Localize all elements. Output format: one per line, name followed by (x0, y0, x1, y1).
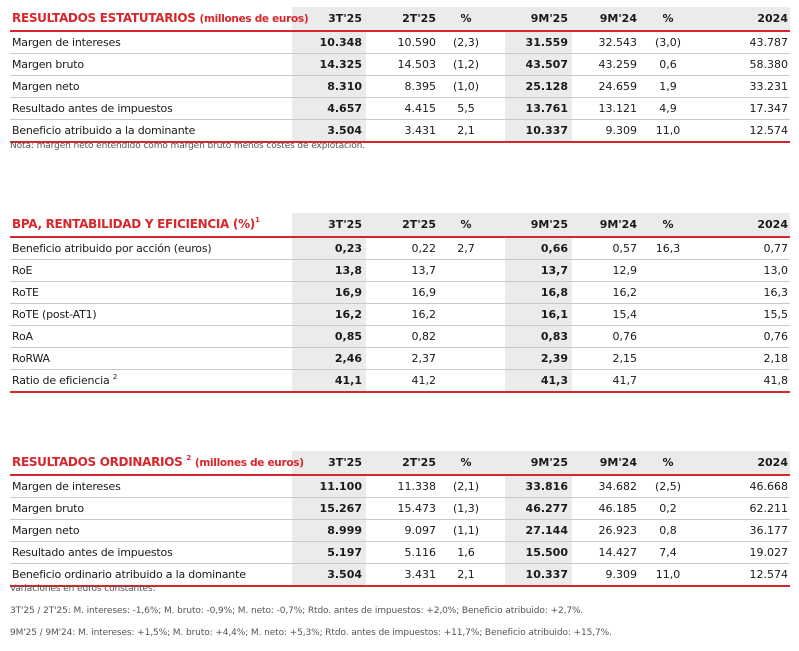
cell-value: 13,0 (763, 264, 788, 277)
cell-value: (1,0) (452, 80, 480, 93)
cell-value: 5.116 (404, 546, 436, 559)
cell-value: 16,1 (540, 308, 568, 321)
cell-value: 16,3 (763, 286, 788, 299)
cell-value: (3,0) (654, 36, 682, 49)
cell-value: 2,1 (457, 124, 475, 137)
cell-value: 46.668 (749, 480, 788, 493)
cell-value: 13,7 (411, 264, 436, 277)
column-header: % (460, 218, 472, 231)
table-row (10, 282, 790, 304)
cell-value: 41,8 (763, 374, 788, 387)
cell-value: 5.197 (327, 546, 362, 559)
cell-value (642, 326, 694, 347)
cell-value: 13.121 (598, 102, 637, 115)
row-label: Ratio de eficiencia $^2$ (12, 373, 118, 387)
table-row (10, 54, 790, 76)
cell-value: 62.211 (749, 502, 788, 515)
row-label: Margen de intereses (12, 36, 121, 49)
cell-value: 43.507 (525, 58, 568, 71)
cell-value: 4,9 (659, 102, 677, 115)
cell-value: 12.574 (749, 124, 788, 137)
cell-value: 11,0 (655, 568, 681, 581)
statutory-results-table (10, 7, 790, 143)
row-label: RoTE (12, 286, 39, 299)
cell-value: 41,3 (540, 374, 568, 387)
row-label: RoA (12, 330, 33, 343)
cell-value: (1,2) (452, 58, 480, 71)
cell-value: 4.657 (327, 102, 362, 115)
ordinary-results-table (10, 451, 790, 587)
column-header: % (460, 12, 472, 25)
cell-value: 34.682 (598, 480, 637, 493)
table-row (10, 542, 790, 564)
column-header: 3T'25 (328, 456, 362, 469)
column-header: 2024 (757, 12, 788, 25)
cell-value: 0,8 (659, 524, 677, 537)
column-header: 9M'24 (599, 218, 637, 231)
cell-value: 9.309 (605, 124, 637, 137)
cell-value: 26.923 (598, 524, 637, 537)
cell-value: 16,2 (334, 308, 362, 321)
cell-value: 43.259 (598, 58, 637, 71)
cell-value: 14.503 (397, 58, 436, 71)
row-label: RoRWA (12, 352, 50, 365)
cell-value: 10.348 (319, 36, 362, 49)
column-header: 2T'25 (402, 218, 436, 231)
cell-value: 41,1 (334, 374, 362, 387)
cell-value (642, 282, 694, 303)
column-header: 2024 (757, 218, 788, 231)
cell-value: 8.310 (327, 80, 362, 93)
footnote: Nota: margen neto entendido como margen bruto menos costes de explotación. (10, 141, 366, 151)
bpa-profitability-table (10, 213, 790, 393)
cell-value: 9.097 (404, 524, 436, 537)
row-label: Resultado antes de impuestos (12, 546, 173, 559)
cell-value: 5,5 (457, 102, 475, 115)
cell-value: 17.347 (749, 102, 788, 115)
cell-value: 10.337 (525, 568, 568, 581)
cell-value: 0,82 (411, 330, 436, 343)
cell-value: 0,76 (612, 330, 637, 343)
cell-value: 16,9 (334, 286, 362, 299)
row-label: RoTE (post-AT1) (12, 308, 97, 321)
cell-value: 14.325 (319, 58, 362, 71)
column-header: 3T'25 (328, 218, 362, 231)
cell-value (440, 260, 492, 281)
table-row (10, 260, 790, 282)
row-label: Beneficio atribuido por acción (euros) (12, 242, 212, 255)
cell-value: 25.128 (525, 80, 568, 93)
column-header: % (460, 456, 472, 469)
cell-value: 2,1 (457, 568, 475, 581)
column-header: 2T'25 (402, 12, 436, 25)
cell-value: (2,1) (452, 480, 480, 493)
table-row (10, 326, 790, 348)
cell-value: 8.395 (404, 80, 436, 93)
cell-value (642, 348, 694, 369)
cell-value: 12.574 (749, 568, 788, 581)
cell-value: 58.380 (749, 58, 788, 71)
cell-value: 2,37 (411, 352, 436, 365)
cell-value: 13,8 (334, 264, 362, 277)
cell-value: 32.543 (598, 36, 637, 49)
cell-value: 0,6 (659, 58, 677, 71)
column-header: 3T'25 (328, 12, 362, 25)
cell-value: 15.473 (397, 502, 436, 515)
table-header-row (10, 213, 790, 238)
table-title: RESULTADOS ORDINARIOS $^2$ (millones de euros) (12, 454, 304, 469)
cell-value: 7,4 (659, 546, 677, 559)
cell-value: (1,3) (452, 502, 480, 515)
cell-value: 11.338 (397, 480, 436, 493)
cell-value: 0,57 (612, 242, 637, 255)
table-row (10, 120, 790, 143)
cell-value (440, 326, 492, 347)
cell-value: 16,3 (655, 242, 681, 255)
cell-value: 2,46 (334, 352, 362, 365)
cell-value: 1,9 (659, 80, 677, 93)
row-label: Margen bruto (12, 502, 84, 515)
table-header-row (10, 451, 790, 476)
cell-value: 14.427 (598, 546, 637, 559)
cell-value: 41,7 (612, 374, 637, 387)
cell-value: (1,1) (452, 524, 480, 537)
cell-value: 46.277 (525, 502, 568, 515)
cell-value: 3.431 (404, 124, 436, 137)
cell-value: 0,23 (334, 242, 362, 255)
table-row (10, 304, 790, 326)
table-row (10, 370, 790, 393)
table-row (10, 348, 790, 370)
cell-value: 15.267 (319, 502, 362, 515)
table-row (10, 98, 790, 120)
table-row (10, 238, 790, 260)
cell-value: (2,3) (452, 36, 480, 49)
cell-value (440, 370, 492, 391)
column-header: 9M'24 (599, 12, 637, 25)
cell-value: 0,85 (334, 330, 362, 343)
row-label: Margen de intereses (12, 480, 121, 493)
column-header: % (662, 456, 674, 469)
column-header: 9M'25 (530, 218, 568, 231)
row-label: Resultado antes de impuestos (12, 102, 173, 115)
cell-value (440, 282, 492, 303)
cell-value: 12,9 (612, 264, 637, 277)
cell-value: 16,2 (411, 308, 436, 321)
cell-value (440, 304, 492, 325)
cell-value: 11.100 (319, 480, 362, 493)
cell-value: 16,2 (612, 286, 637, 299)
table-title: BPA, RENTABILIDAD Y EFICIENCIA (%)$^1$ (12, 216, 260, 231)
row-label: Beneficio atribuido a la dominante (12, 124, 196, 137)
cell-value: 19.027 (749, 546, 788, 559)
table-header-row (10, 7, 790, 32)
cell-value: 36.177 (749, 524, 788, 537)
cell-value: 0,22 (411, 242, 436, 255)
cell-value: (2,5) (654, 480, 682, 493)
table-row (10, 520, 790, 542)
cell-value: 3.504 (327, 124, 362, 137)
cell-value: 41,2 (411, 374, 436, 387)
cell-value: 33.231 (749, 80, 788, 93)
footnote: 3T'25 / 2T'25: M. intereses: -1,6%; M. bruto: -0,9%; M. neto: -0,7%; Rtdo. antes de impuestos: +2,0%; Beneficio atribuido: +2,7%. (10, 606, 584, 616)
cell-value: 43.787 (749, 36, 788, 49)
cell-value: 15,4 (612, 308, 637, 321)
footnote: 9M'25 / 9M'24: M. intereses: +1,5%; M. bruto: +4,4%; M. neto: +5,3%; Rtdo. antes de impuestos: +11,7%; Beneficio atribuido: +15,7%. (10, 628, 612, 638)
cell-value: 0,2 (659, 502, 677, 515)
cell-value: 24.659 (598, 80, 637, 93)
cell-value: 10.337 (525, 124, 568, 137)
cell-value: 13.761 (525, 102, 568, 115)
table-row (10, 476, 790, 498)
table-row (10, 32, 790, 54)
column-header: % (662, 12, 674, 25)
cell-value: 2,18 (763, 352, 788, 365)
cell-value: 3.431 (404, 568, 436, 581)
cell-value: 15,5 (763, 308, 788, 321)
cell-value: 16,8 (540, 286, 568, 299)
cell-value: 4.415 (404, 102, 436, 115)
table-title: RESULTADOS ESTATUTARIOS (millones de euros) (12, 11, 309, 25)
cell-value: 16,9 (411, 286, 436, 299)
cell-value: 9.309 (605, 568, 637, 581)
column-header: 9M'24 (599, 456, 637, 469)
row-label: Margen bruto (12, 58, 84, 71)
row-label: Margen neto (12, 80, 80, 93)
cell-value: 2,7 (457, 242, 475, 255)
cell-value: 2,39 (540, 352, 568, 365)
cell-value: 0,83 (540, 330, 568, 343)
cell-value: 31.559 (525, 36, 568, 49)
cell-value (440, 348, 492, 369)
row-label: RoE (12, 264, 33, 277)
cell-value: 15.500 (525, 546, 568, 559)
cell-value: 10.590 (397, 36, 436, 49)
column-header: 2T'25 (402, 456, 436, 469)
cell-value: 2,15 (612, 352, 637, 365)
cell-value (642, 370, 694, 391)
footnote: Variaciones en euros constantes: (10, 584, 156, 594)
table-row (10, 498, 790, 520)
cell-value: 8.999 (327, 524, 362, 537)
column-header: % (662, 218, 674, 231)
cell-value: 0,76 (763, 330, 788, 343)
cell-value: 1,6 (457, 546, 475, 559)
table-row (10, 76, 790, 98)
column-header: 2024 (757, 456, 788, 469)
cell-value: 33.816 (525, 480, 568, 493)
column-header: 9M'25 (530, 12, 568, 25)
cell-value: 3.504 (327, 568, 362, 581)
row-label: Beneficio ordinario atribuido a la dominante (12, 568, 246, 581)
cell-value (642, 304, 694, 325)
cell-value: 0,77 (763, 242, 788, 255)
row-label: Margen neto (12, 524, 80, 537)
cell-value: 11,0 (655, 124, 681, 137)
cell-value (642, 260, 694, 281)
cell-value: 13,7 (540, 264, 568, 277)
cell-value: 0,66 (540, 242, 568, 255)
column-header: 9M'25 (530, 456, 568, 469)
cell-value: 27.144 (525, 524, 568, 537)
cell-value: 46.185 (598, 502, 637, 515)
